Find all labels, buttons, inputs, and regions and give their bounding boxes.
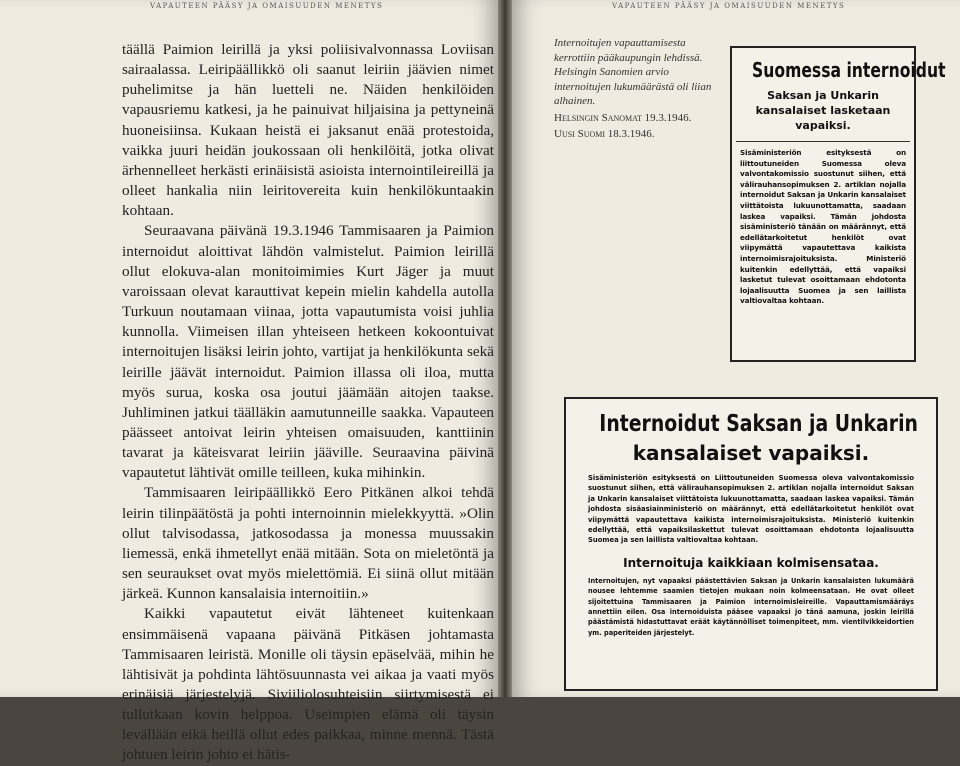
right-page <box>512 0 960 697</box>
clipping-2-body-2: Internoitujen, nyt vapaaksi päästettävien Saksan ja Unkarin kansalaisten lukumäärä nousee lehtemme saamien tietojen mukaan noin kolmeensataan. He ovat olleet sijoitettuina Tammisaaren ja Paimion internoimisleireille. Vapauttamismääräys annettiin eilen. Osa internoiduista pääsee vapaaksi jo tänä aamuna, joskin leirillä päästämistä hidastuttavat eräät käytännölliset toimenpiteet, mm. vientilvikkeidortien ym. paperiteiden järjestelyt. <box>588 576 914 637</box>
clipping-2-headline-line-2: kansalaiset vapaiksi. <box>632 441 870 465</box>
clipping-1-body: Sisäministeriön esityksestä on liittoutuneiden Suomessa oleva valvontakomissio suostunut siihen, että välirauhansopimuksen 2. artiklan nojalla internoidut Saksan ja Unkarin kansalaiset viittätoista lukuunottamatta, saadaan laskea vapaiksi. Tämän johdosta sisäministeriö tänään on määrännyt, että edellätarkoitetut henkilöt ovat viipymättä vapautettava kaikista internoimisrajoituksista. Ministeriö kuitenkin edellyttää, että vapaiksi lasketut tulevat osoittamaan ehdotonta lojaalisuutta Suomea ja sen laillista valtiovaltaa kohtaan. <box>740 148 906 306</box>
clipping-1-headline: Suomessa internoidut <box>752 58 946 82</box>
left-body-text <box>122 40 494 766</box>
paragraph-4: Kaikki vapautetut eivät lähteneet kuitenkaan ensimmäisenä vapaana päivänä Pitkäsen johtamasta Tammisaaren leiristä. Monille oli täysin epäselvää, mihin he lähtisivät ja pohdinta lähtösuunnasta vei aikaa ja vaati myös erinäisiä järjestelyjä. Siviiliolosuhteisiin siirtymisestä ei tullutkaan kovin helppoa. Useimpien elämä oli täysin levällään eikä heillä ollut edes paikkaa, minne mennä. Tästä johtuen leirin johto ei hätis- <box>122 605 494 764</box>
running-head-right: VAPAUTEEN PÄÄSY JA OMAISUUDEN MENETYS <box>612 2 846 10</box>
clipping-2-subhead: Internoituja kaikkiaan kolmisensataa. <box>623 555 879 570</box>
clipping-2-body: Sisäministeriön esityksestä on Liittoutuneiden Suomessa oleva valvontakomissio suostunut siihen, että välirauhansopimuksen 2. artiklan nojalla internoidut Saksan ja Unkarin kansalaiset viittätoista lukuunottamatta, saadaan laskea vapaiksi. Tämän johdosta sisäasiainministeriö on määrännyt, että edellätarkoitetut henkilöt ovat viipymättä vapautettava kaikista internoimisrajoituksista. Ministeriö kuitenkin edellyttää, että vapaiksilaskettut tulevat osoittamaan ehdotonta lojaalisuutta Suomea ja sen laillista valtiovaltaa kohtaan. <box>588 474 914 545</box>
newspaper-clipping-hs <box>730 46 946 362</box>
paragraph-2: Seuraavana päivänä 19.3.1946 Tammisaaren ja Paimion internoidut aloittivat lähdön valmistelut. Paimion leirillä ollut elokuva-alan monitoimimies Kurt Jäger ja muut varoissaan olevat karauttivat kepein mielin kahdella autolla Turkuun noutamaan viinaa, jotta vapautumista voisi juhlia kunnolla. Viimeisen illan yhteiseen hetkeen kokoontuivat internoitujen lisäksi leirin johto, vartijat ja henkilökunta sekä leirille jäävät internoidut. Paimion illassa oli iloa, mutta myös surua, koska osa joutui jäämään aitojen taakse. Juhliminen jatkui täälläkin aamutunneille saakka. Vapauteen päässeet antoivat leirin yhteisen omaisuuden, kanttiinin tavarat ja käteisvarat leiriin jääville. Seuraavina päivinä vapautetut lähtivät omille teilleen, kuka mihinkin. <box>122 222 494 482</box>
caption-source-1: Helsingin Sanomat 19.3.1946. <box>554 111 692 124</box>
clipping-1-divider <box>736 141 910 142</box>
running-head-left: VAPAUTEEN PÄÄSY JA OMAISUUDEN MENETYS <box>150 2 384 10</box>
paragraph-3: Tammisaaren leiripäällikkö Eero Pitkänen alkoi tehdä leirin tilinpäätöstä ja pohti internoinnin mielekkyyttä. »Olin ollut talvisodassa, jatkosodassa ja monessa muussakin liemessä, enkä ihmetellyt enää mitään. Sota on mieletöntä ja sen seuraukset ovat myös mielettömiä. Ei siinä ollut mitään järkeä. Kunnon kansalaisia internoitiin.» <box>122 484 494 603</box>
caption-text: Internoitujen vapauttamisesta kerrottiin pääkaupungin lehdissä. Helsingin Sanomien arvio internoitujen lukumäärästä oli liian alhainen. <box>554 37 712 107</box>
caption-source-2: Uusi Suomi 18.3.1946. <box>554 128 655 140</box>
paragraph-1: täällä Paimion leirillä ja yksi poliisivalvonnassa Loviisan sairaalassa. Leiripäällikkö oli saanut leiriin jäävien nimet puhelimitse ja hän luetteli ne. Näiden henkilöiden vapausriemu katkesi, ja he painuivat hiljaisina ja pettyneinä huoneisiinsa. Kukaan heistä ei jaksanut enää protestoida, vaikka juuri heidän joukossaan oli henkilöitä, jotka olivat ärhennelleet herkästi erinäisistä asioista internointileireillä ja olleet hankalia niin leiritovereita kuin henkilökuntaakin kohtaan. <box>122 41 494 220</box>
book-gutter <box>498 0 512 697</box>
clipping-1-subhead: Saksan ja Unkarin kansalaiset lasketaan vapaiksi. <box>755 89 891 132</box>
newspaper-clipping-us <box>564 397 938 691</box>
clipping-2-headline-line-1: Internoidut Saksan ja Unkarin <box>599 411 918 437</box>
image-caption <box>554 36 712 142</box>
